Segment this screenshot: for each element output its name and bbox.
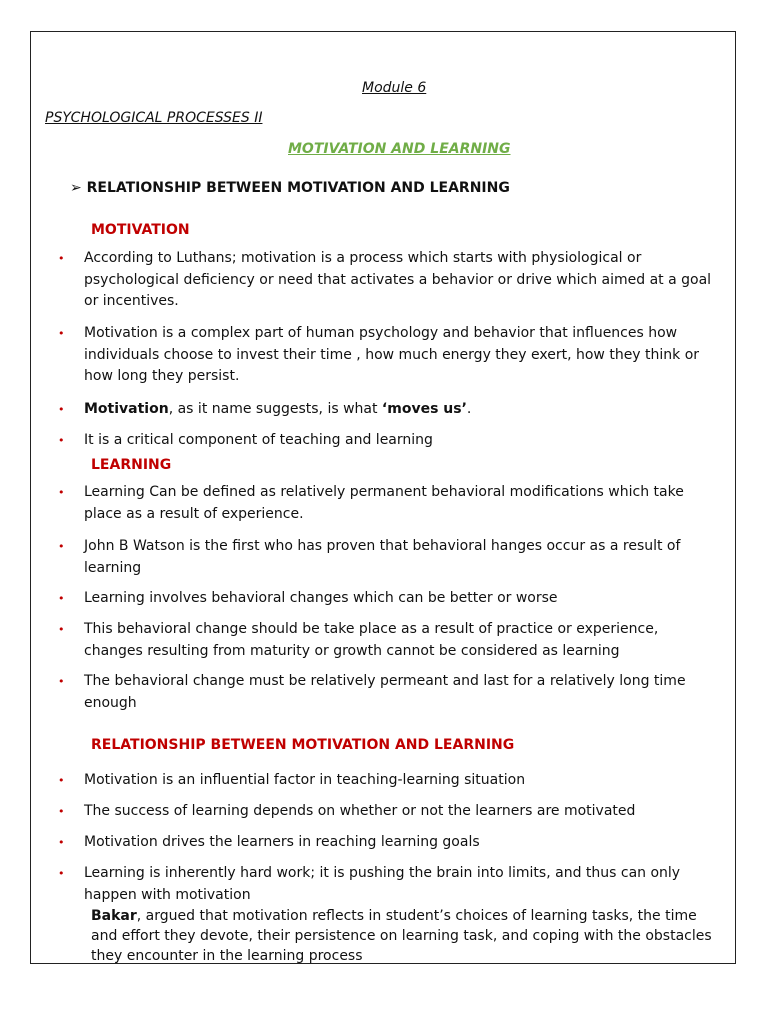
main-title: MOTIVATION AND LEARNING: [288, 141, 511, 157]
bullet-icon: •: [58, 403, 65, 416]
bullet-icon: •: [58, 836, 65, 849]
module-title: Module 6: [362, 80, 427, 96]
list-item-text: Learning is inherently hard work; it is pushing the brain into limits, and thus can only happen with motivation: [84, 865, 681, 903]
bullet-icon: •: [58, 805, 65, 818]
list-item-text: Motivation is a complex part of human psychology and behavior that influences how individuals choose to invest their time , how much energy they exert, how they think or how long they persist.: [84, 325, 700, 384]
list-item-text: Learning Can be defined as relatively permanent behavioral modifications which take place as a result of experience.: [84, 484, 684, 522]
bullet-icon: •: [58, 592, 65, 605]
list-item-text: Learning involves behavioral changes which can be better or worse: [84, 590, 558, 606]
list-item-text: According to Luthans; motivation is a process which starts with physiological or psychological deficiency or need that activates a behavior or drive which aimed at a goal or incentives.: [84, 250, 712, 309]
motivation-heading: MOTIVATION: [91, 222, 190, 238]
bullet-icon: •: [58, 434, 65, 447]
list-item-text: This behavioral change should be take place as a result of practice or experience, changes resulting from maturity or growth cannot be considered as learning: [84, 621, 659, 659]
motivation-bullet-end: .: [466, 401, 472, 417]
relationship-heading: RELATIONSHIP BETWEEN MOTIVATION AND LEARNING: [91, 737, 515, 753]
bullet-icon: •: [58, 486, 65, 499]
bullet-icon: •: [58, 623, 65, 636]
bullet-icon: •: [58, 867, 65, 880]
bullet-icon: •: [58, 675, 65, 688]
list-item-text: It is a critical component of teaching and learning: [84, 432, 433, 448]
bakar-bold-name: Bakar: [91, 908, 137, 924]
list-item-text: John B Watson is the first who has proven that behavioral hanges occur as a result of learning: [84, 538, 681, 576]
learning-heading: LEARNING: [91, 457, 172, 473]
list-item-text: [84, 399, 724, 421]
bullet-icon: •: [58, 327, 65, 340]
motivation-bold-term: Motivation: [84, 401, 169, 417]
list-item-text: The behavioral change must be relatively permeant and last for a relatively long time enough: [84, 673, 686, 711]
bakar-paragraph: [91, 906, 721, 966]
bullet-icon: •: [58, 252, 65, 265]
list-item-text: Motivation drives the learners in reaching learning goals: [84, 834, 480, 850]
relationship-arrow-heading: [70, 180, 510, 196]
list-item-text: Motivation is an influential factor in teaching-learning situation: [84, 772, 526, 788]
section-title: PSYCHOLOGICAL PROCESSES II: [45, 110, 263, 126]
bakar-text: , argued that motivation reflects in student’s choices of learning tasks, the time and effort they devote, their persistence on learning task, and coping with the obstacles they encounter in the learning process: [91, 908, 712, 964]
arrow-heading-text: RELATIONSHIP BETWEEN MOTIVATION AND LEARNING: [86, 180, 510, 196]
bullet-icon: •: [58, 540, 65, 553]
arrow-bullet-icon: ➢: [70, 180, 82, 196]
list-item-text: The success of learning depends on whether or not the learners are motivated: [84, 803, 636, 819]
bullet-icon: •: [58, 774, 65, 787]
moves-us-bold: ‘moves us’: [381, 401, 467, 417]
motivation-bullet-middle: , as it name suggests, is what: [168, 401, 382, 417]
